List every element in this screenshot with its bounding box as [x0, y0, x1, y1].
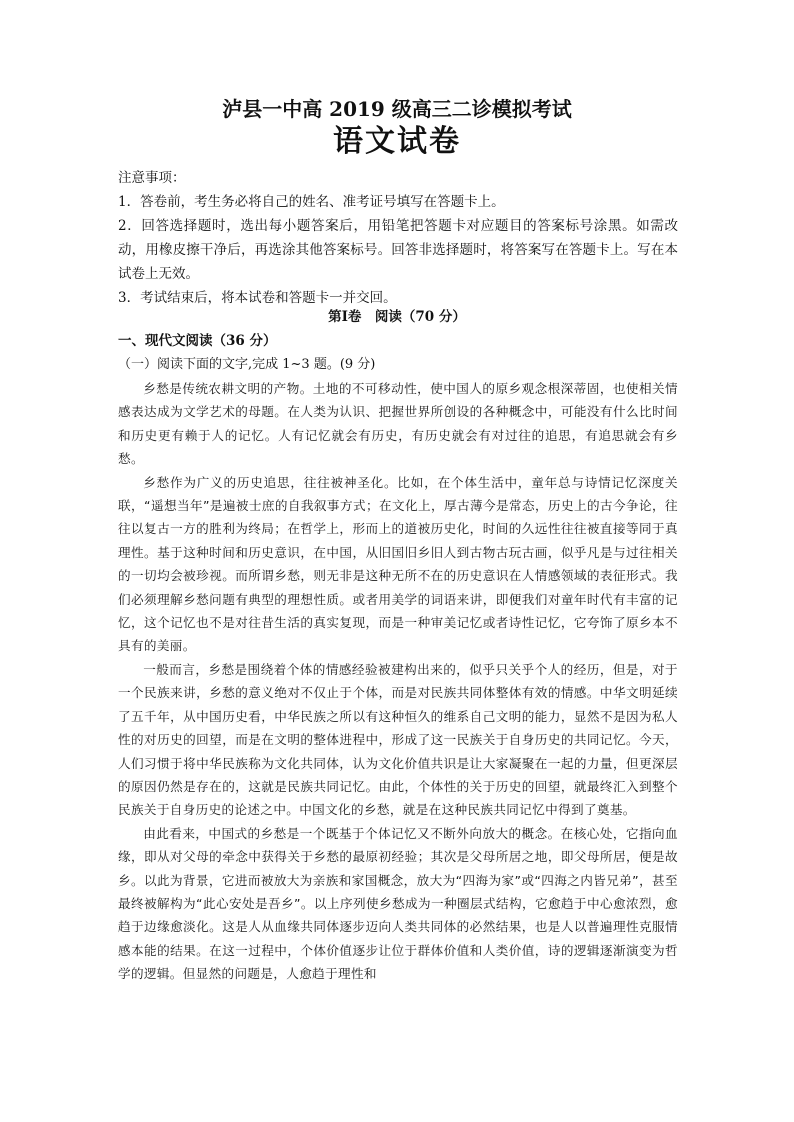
part-subtitle: （一）阅读下面的文字,完成 1~3 题。(9 分)	[118, 357, 376, 372]
section-title: 第Ⅰ卷 阅读（70 分）	[328, 309, 466, 325]
notice-block	[118, 166, 678, 310]
reading-passage	[118, 377, 678, 986]
exam-title: 泸县一中高 2019 级高三二诊模拟考试	[222, 97, 572, 121]
notice-item-1: 1．答卷前，考生务必将自己的姓名、准考证号填写在答题卡上。	[118, 194, 505, 210]
passage-paragraph-1: 乡愁是传统农耕文明的产物。土地的不可移动性，使中国人的原乡观念根深蒂固，也使相关情感表达成为文学艺术的母题。在人类为认识、把握世界所创设的各种概念中，可能没有什么比时间和历史更有赖于人的记忆。人有记忆就会有历史，有历史就会有对过往的追思，有追思就会有乡愁。	[118, 381, 678, 467]
passage-paragraph-4: 由此看来，中国式的乡愁是一个既基于个体记忆又不断外向放大的概念。在核心处，它指向血缘，即从对父母的牵念中获得关于乡愁的最原初经验；其次是父母所居之地，即父母所居，便是故乡。以此为背景，它进而被放大为亲族和家国概念，放大为“四海为家”或“四海之内皆兄弟”，甚至最终被解构为“此心安处是吾乡”。以上序列使乡愁成为一种圈层式结构，它愈趋于中心愈浓烈，愈趋于边缘愈淡化。这是人从血缘共同体逐步迈向人类共同体的必然结果，也是人以普遍理性克服情感本能的结果。在这一过程中，个体价值逐步让位于群体价值和人类价值，诗的逻辑逐渐演变为哲学的逻辑。但显然的问题是，人愈趋于理性和	[118, 825, 678, 982]
notice-label: 注意事项：	[118, 170, 186, 186]
notice-item-2: 2．回答选择题时，选出每小题答案后，用铅笔把答题卡对应题目的答案标号涂黑。如需改动，用橡皮擦干净后，再选涂其他答案标号。回答非选择题时，将答案写在答题卡上。写在本试卷上无效。	[118, 218, 678, 282]
passage-paragraph-2: 乡愁作为广义的历史追思，往往被神圣化。比如，在个体生活中，童年总与诗情记忆深度关联，“遥想当年”是遍被士庶的自我叙事方式；在文化上，厚古薄今是常态，历史上的古今争论，往往以复古一方的胜利为终局；在哲学上，形而上的道被历史化，时间的久远性往往被直接等同于真理性。基于这种时间和历史意识，在中国，从旧国旧乡旧人到古物古玩古画，似乎凡是与过往相关的一切均会被珍视。而所谓乡愁，则无非是这种无所不在的历史意识在人情感领域的表征形式。我们必须理解乡愁问题有典型的理想性质。或者用美学的词语来讲，即便我们对童年时代有丰富的记忆，这个记忆也不是对往昔生活的真实复现，而是一种审美记忆或者诗性记忆，它夸饰了原乡本不具有的美丽。	[118, 474, 678, 654]
passage-paragraph-3: 一般而言，乡愁是围绕着个体的情感经验被建构出来的，似乎只关乎个人的经历，但是，对于一个民族来讲，乡愁的意义绝对不仅止于个体，而是对民族共同体整体有效的情感。中华文明延续了五千年，从中国历史看，中华民族之所以有这种恒久的维系自己文明的能力，显然不是因为私人性的对历史的回望，而是在文明的整体进程中，形成了这一民族关于自身历史的共同记忆。今天，人们习惯于将中华民族称为文化共同体，认为文化价值共识是让大家凝聚在一起的力量，但更深层的原因仍然是存在的，这就是民族共同记忆。由此，个体性的关于历史的回望，就最终汇入到整个民族关于自身历史的论述之中。中国文化的乡愁，就是在这种民族共同记忆中得到了奠基。	[118, 661, 678, 818]
part-title: 一、现代文阅读（36 分）	[118, 333, 277, 349]
notice-item-3: 3．考试结束后，将本试卷和答题卡一并交回。	[118, 290, 397, 306]
subject-title: 语文试卷	[333, 124, 461, 159]
